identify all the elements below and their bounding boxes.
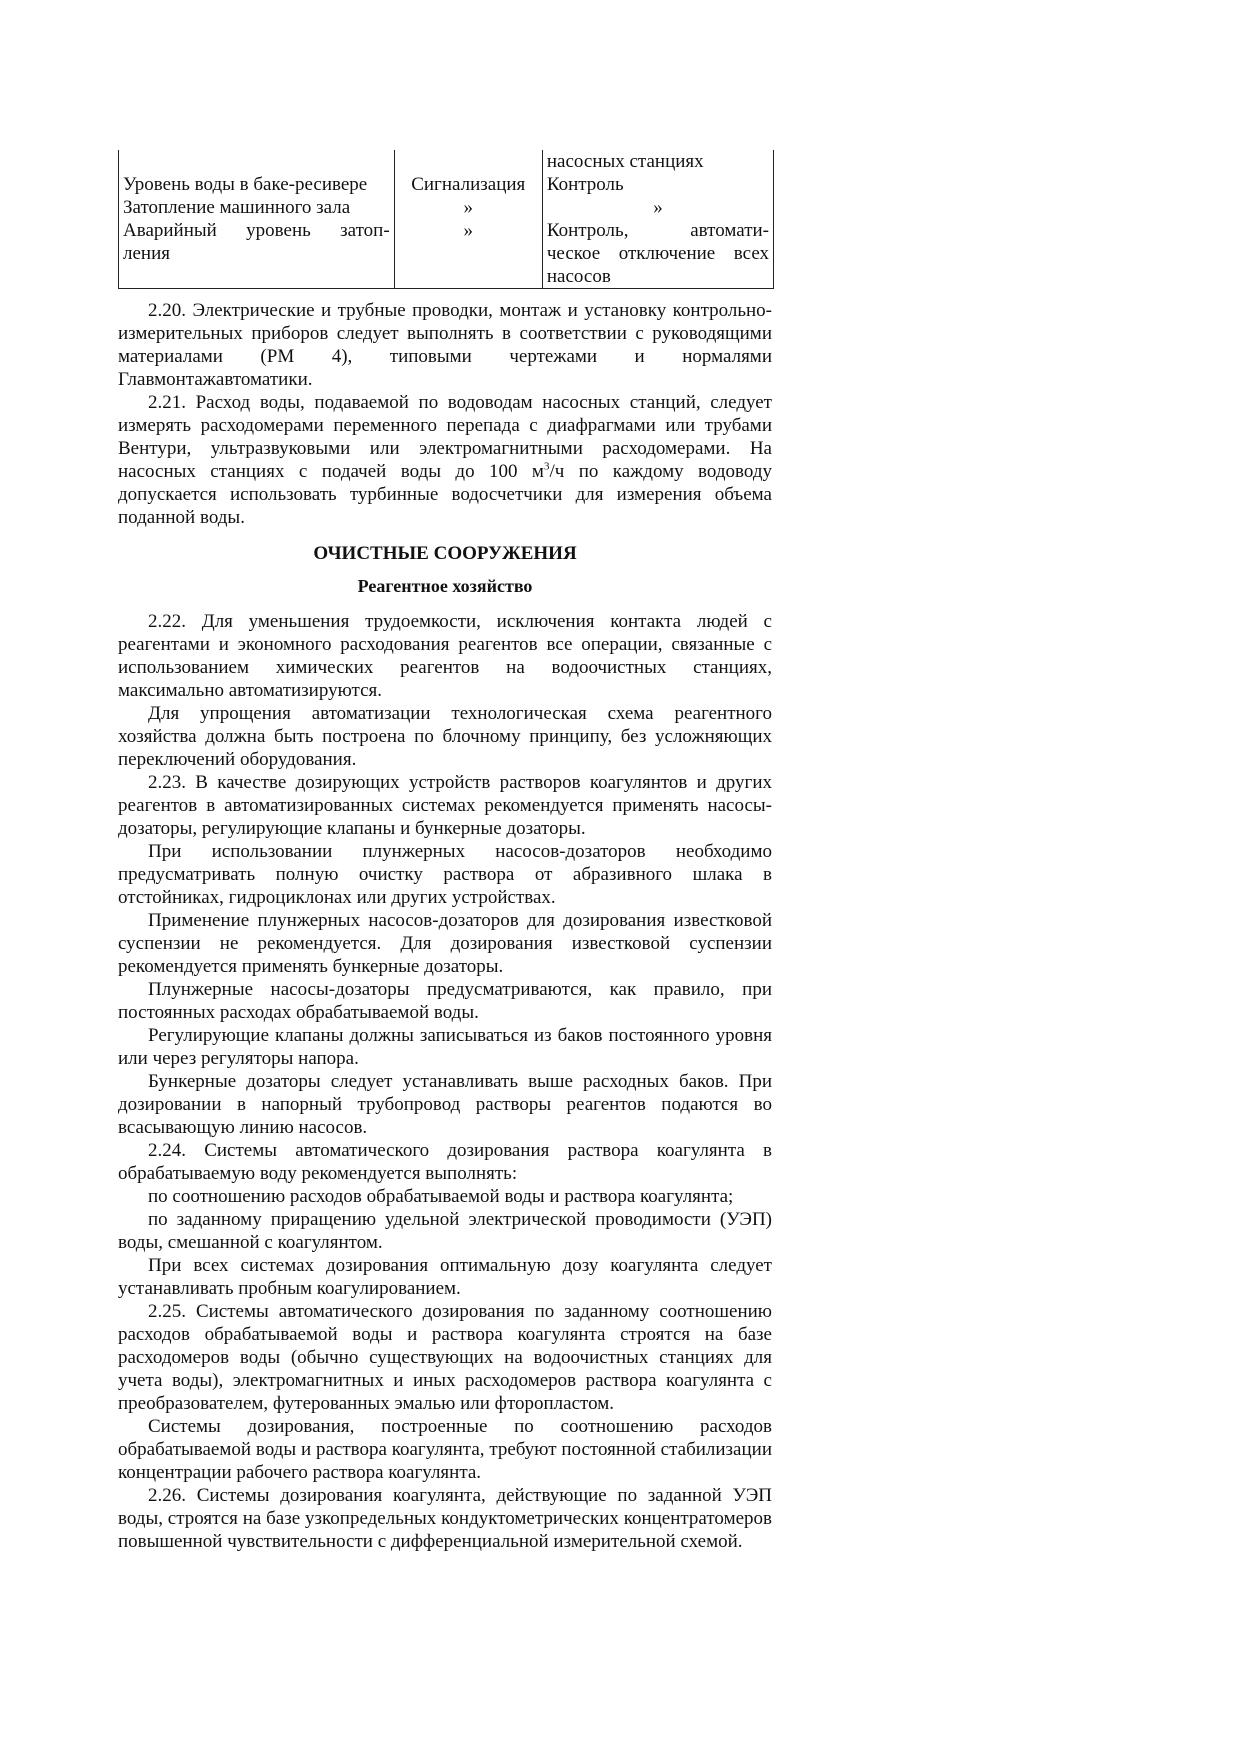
paragraph: по заданному приращению удельной электрической проводимости (УЭП) воды, смешанной с коагулянтом. [118, 1209, 772, 1253]
subsection-heading: Реагентное хозяйство [357, 576, 533, 596]
purpose-line: насосных станциях [546, 151, 704, 172]
param-cell [119, 150, 395, 173]
paragraph-2-20: 2.20. Электрические и трубные проводки, монтаж и установку контрольно-измерительных приборов следует выполнять в соответствии с руководящими материалами (РМ 4), типовыми чертежами и нормалями Главмонтажавтоматики. [118, 300, 772, 390]
purpose-line: ческое отключение всех [546, 243, 769, 264]
control-table [118, 150, 774, 289]
table-row [119, 196, 774, 219]
section-heading: ОЧИСТНЫЕ СООРУЖЕНИЯ [313, 543, 577, 564]
paragraph: 2.23. В качестве дозирующих устройств растворов коагулянтов и других реагентов в автоматизированных системах рекомендуется применять насосы-дозаторы, регулирующие клапаны и бункерные дозаторы. [118, 772, 772, 839]
paragraph: Плунжерные насосы-дозаторы предусматриваются, как правило, при постоянных расходах обрабатываемой воды. [118, 979, 772, 1023]
purpose-line: насосов [546, 266, 611, 287]
purpose-line: Контроль, автомати- [546, 220, 769, 241]
table-row [119, 150, 774, 173]
body-text [118, 299, 772, 1553]
paragraph-text: /ч по каждому водоводу допускается использовать турбинные водосчетчики для измерения объема поданной воды. [118, 461, 772, 528]
method-cell: Сигнализация [394, 173, 542, 196]
paragraph: 2.24. Системы автоматического дозирования раствора коагулянта в обрабатываемую воду рекомендуется выполнять: [118, 1140, 772, 1184]
purpose-cell [542, 219, 773, 289]
param-cell [119, 219, 395, 289]
paragraph: Системы дозирования, построенные по соотношению расходов обрабатываемой воды и раствора коагулянта, требуют постоянной стабилизации концентрации рабочего раствора коагулянта. [118, 1416, 772, 1483]
paragraph-text: 2.21. Расход воды, подаваемой по водоводам насосных станций, следует измерять расходомерами переменного перепада с диафрагмами или трубами Вентури, ультразвуковыми или электромагнитными расходомерами. На насосных станциях с подачей воды до 100 м [118, 392, 772, 482]
method-cell [394, 150, 542, 173]
param-cell [119, 173, 395, 196]
paragraph: Бункерные дозаторы следует устанавливать выше расходных баков. При дозировании в напорный трубопровод растворы реагентов подаются во всасывающую линию насосов. [118, 1071, 772, 1138]
paragraph: 2.25. Системы автоматического дозирования по заданному соотношению расходов обрабатываемой воды и раствора коагулянта строятся на базе расходомеров воды (обычно существующих на водоочистных станциях для учета воды), электромагнитных и иных расходомеров раствора коагулянта с преобразователем, футерованных эмалью или фторопластом. [118, 1301, 772, 1414]
paragraph: Применение плунжерных насосов-дозаторов для дозирования известковой суспензии не рекомендуется. Для дозирования известковой суспензии рекомендуется применять бункерные дозаторы. [118, 910, 772, 977]
method-cell: » [394, 219, 542, 289]
param-cell [119, 196, 395, 219]
param-line: ления [123, 243, 170, 264]
method-cell: » [394, 196, 542, 219]
paragraph: Регулирующие клапаны должны записываться из баков постоянного уровня или через регуляторы напора. [118, 1025, 772, 1069]
purpose-cell [542, 173, 773, 196]
paragraph: 2.22. Для уменьшения трудоемкости, исключения контакта людей с реагентами и экономного расходования реагентов все операции, связанные с использованием химических реагентов на водоочистных станциях, максимально автоматизируются. [118, 611, 772, 701]
table-row [119, 173, 774, 196]
param-line: Уровень воды в баке-ресивере [123, 174, 368, 195]
superscript: 3 [543, 460, 550, 473]
paragraph: 2.26. Системы дозирования коагулянта, действующие по заданной УЭП воды, строятся на базе узкопредельных кондуктометрических концентратомеров повышенной чувствительности с дифференциальной измерительной схемой. [118, 1485, 772, 1552]
page-content [118, 150, 772, 1553]
param-line: Затопление машинного зала [123, 197, 351, 218]
paragraph-2-21 [118, 391, 772, 529]
param-line: Аварийный уровень затоп- [123, 220, 390, 241]
paragraph: по соотношению расходов обрабатываемой воды и раствора коагулянта; [148, 1186, 734, 1207]
paragraph: Для упрощения автоматизации технологическая схема реагентного хозяйства должна быть построена по блочному принципу, без усложняющих переключений оборудования. [118, 703, 772, 770]
table-row [119, 219, 774, 289]
paragraph: При использовании плунжерных насосов-дозаторов необходимо предусматривать полную очистку раствора от абразивного шлака в отстойниках, гидроциклонах или других устройствах. [118, 841, 772, 908]
purpose-cell [542, 150, 773, 173]
purpose-line: » [653, 197, 663, 218]
purpose-line: Контроль [546, 174, 624, 195]
purpose-cell [542, 196, 773, 219]
paragraph: При всех системах дозирования оптимальную дозу коагулянта следует устанавливать пробным коагулированием. [118, 1255, 772, 1299]
